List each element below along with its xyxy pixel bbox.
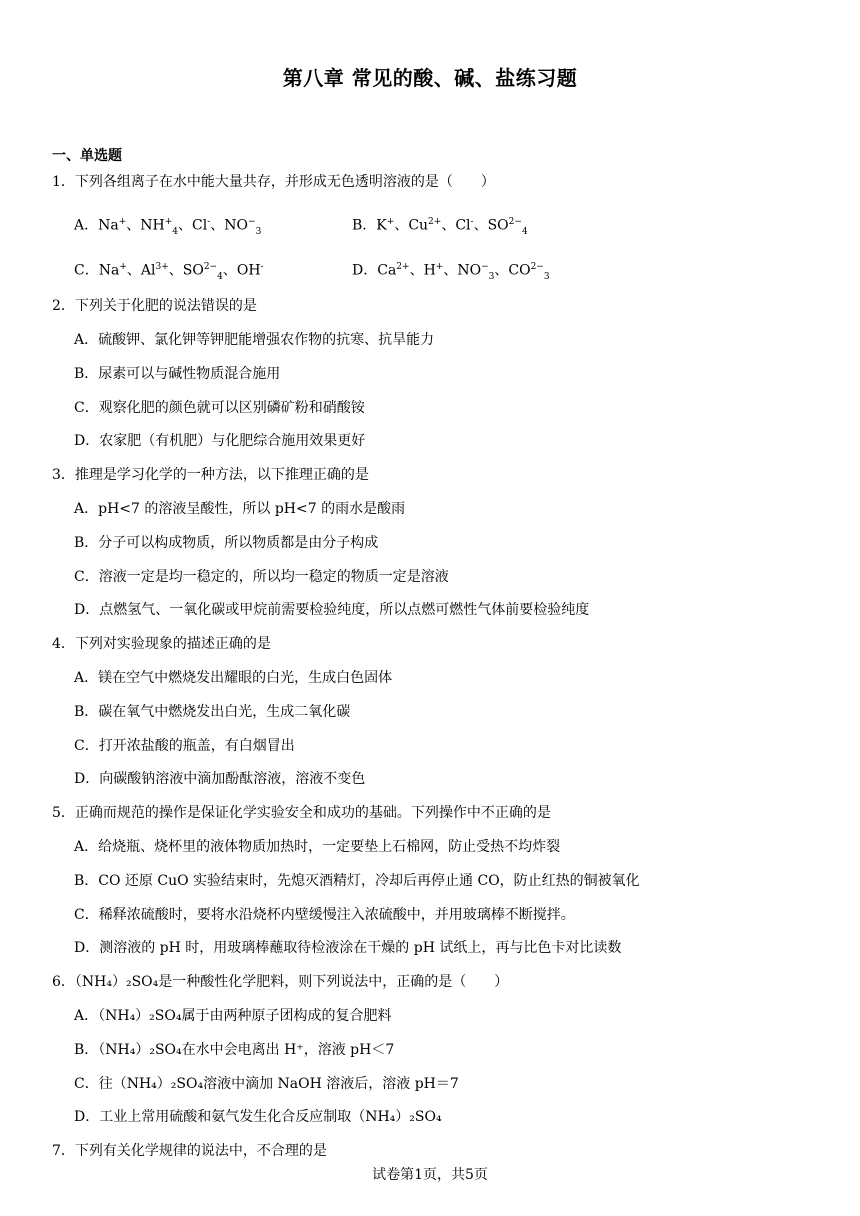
question-3-option-d[interactable]: D．点燃氢气、一氧化碳或甲烷前需要检验纯度，所以点燃可燃性气体前要检验纯度 <box>74 602 590 618</box>
section-heading: 一、单选题 <box>52 148 122 164</box>
question-6-option-b[interactable]: B．（NH₄）₂SO₄在水中会电离出 H⁺，溶液 pH＜7 <box>74 1042 395 1058</box>
question-3-stem: 3．推理是学习化学的一种方法，以下推理正确的是 <box>52 467 369 483</box>
question-5-stem: 5．正确而规范的操作是保证化学实验安全和成功的基础。下列操作中不正确的是 <box>52 805 551 821</box>
question-2-option-b[interactable]: B．尿素可以与碱性物质混合施用 <box>74 366 281 382</box>
question-1-option-b[interactable]: B．K+、$Cu^{2+}$、Cl-、$SO^{2-}_4$ <box>352 216 528 237</box>
page-title: 第八章 常见的酸、碱、盐练习题 <box>282 66 578 90</box>
question-1-option-a[interactable]: A．Na+、$NH^+_4$、Cl-、$NO^-_3$ <box>74 216 262 237</box>
question-4-option-b[interactable]: B．碳在氧气中燃烧发出白光，生成二氧化碳 <box>74 704 351 720</box>
question-2-option-d[interactable]: D．农家肥（有机肥）与化肥综合施用效果更好 <box>74 433 366 449</box>
question-2-option-a[interactable]: A．硫酸钾、氯化钾等钾肥能增强农作物的抗寒、抗旱能力 <box>74 332 435 348</box>
question-6-option-d[interactable]: D．工业上常用硫酸和氨气发生化合反应制取（NH₄）₂SO₄ <box>74 1109 442 1125</box>
question-4-option-a[interactable]: A．镁在空气中燃烧发出耀眼的白光，生成白色固体 <box>74 670 393 686</box>
question-6-option-c[interactable]: C．往（NH₄）₂SO₄溶液中滴加 NaOH 溶液后，溶液 pH＝7 <box>74 1076 459 1092</box>
question-1-stem: 1．下列各组离子在水中能大量共存，并形成无色透明溶液的是（ ） <box>52 174 495 190</box>
page-footer: 试卷第1页，共5页 <box>372 1167 488 1183</box>
question-2-option-c[interactable]: C．观察化肥的颜色就可以区别磷矿粉和硝酸铵 <box>74 400 365 416</box>
question-1-option-c[interactable]: C．Na+、$Al^{3+}$、$SO^{2-}_4$、OH- <box>74 261 264 282</box>
question-4-stem: 4．下列对实验现象的描述正确的是 <box>52 636 271 652</box>
question-4-option-c[interactable]: C．打开浓盐酸的瓶盖，有白烟冒出 <box>74 738 295 754</box>
question-1-option-d[interactable]: D．$Ca^{2+}$、H+、$NO^-_3$、$CO^{2-}_3$ <box>352 261 550 282</box>
question-4-option-d[interactable]: D．向碳酸钠溶液中滴加酚酞溶液，溶液不变色 <box>74 771 366 787</box>
question-3-option-a[interactable]: A．pH<7 的溶液呈酸性，所以 pH<7 的雨水是酸雨 <box>74 501 406 517</box>
question-6-stem: 6．（NH₄）₂SO₄是一种酸性化学肥料，则下列说法中，正确的是（ ） <box>52 974 509 990</box>
question-5-option-a[interactable]: A．给烧瓶、烧杯里的液体物质加热时，一定要垫上石棉网，防止受热不均炸裂 <box>74 839 561 855</box>
question-6-option-a[interactable]: A．（NH₄）₂SO₄属于由两种原子团构成的复合肥料 <box>74 1008 392 1024</box>
question-5-option-b[interactable]: B．CO 还原 CuO 实验结束时，先熄灭酒精灯，冷却后再停止通 CO，防止红热的铜被氧化 <box>74 873 640 889</box>
question-3-option-c[interactable]: C．溶液一定是均一稳定的，所以均一稳定的物质一定是溶液 <box>74 569 449 585</box>
question-3-option-b[interactable]: B．分子可以构成物质，所以物质都是由分子构成 <box>74 535 379 551</box>
question-5-option-d[interactable]: D．测溶液的 pH 时，用玻璃棒蘸取待检液涂在干燥的 pH 试纸上，再与比色卡对比读数 <box>74 940 622 956</box>
question-7-stem: 7．下列有关化学规律的说法中，不合理的是 <box>52 1143 327 1159</box>
question-2-stem: 2．下列关于化肥的说法错误的是 <box>52 298 257 314</box>
question-5-option-c[interactable]: C．稀释浓硫酸时，要将水沿烧杯内壁缓慢注入浓硫酸中，并用玻璃棒不断搅拌。 <box>74 907 575 923</box>
